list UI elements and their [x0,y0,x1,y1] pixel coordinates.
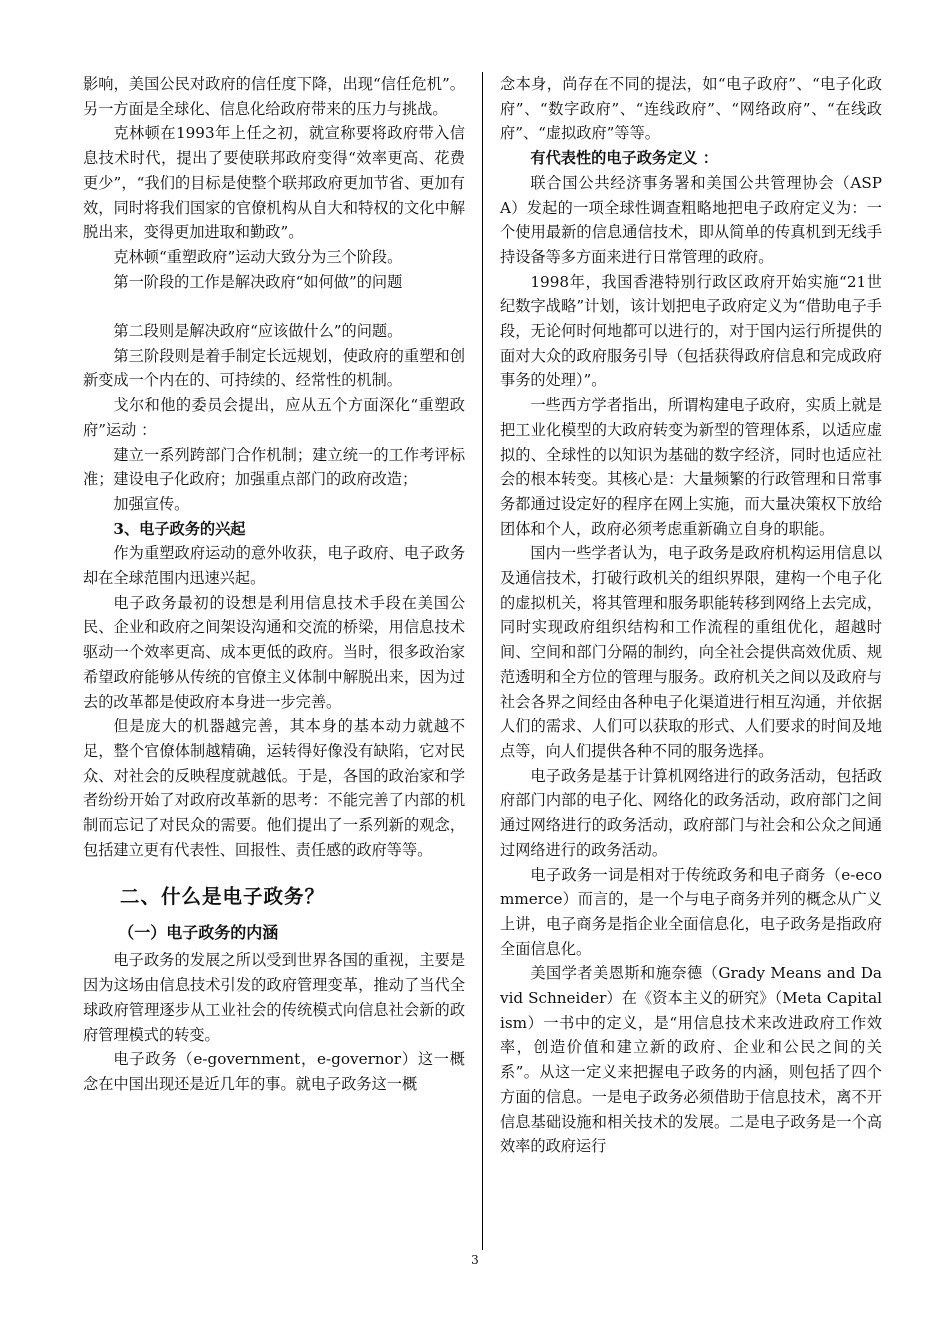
paragraph: 第二段则是解决政府“应该做什么”的问题。 [113,322,403,341]
paragraph: 电子政务的发展之所以受到世界各国的重视，主要是因为这场由信息技术引发的政府管理变革，推动了当代全球政府管理逐步从工业社会的传统模式向信息社会新的政府管理模式的转变。 [83,951,465,1044]
subsection-heading: （一）电子政务的内涵 [118,923,279,943]
paragraph: 但是庞大的机器越完善，其本身的基本动力就越不足，整个官僚体制越精确，运转得好像没有缺陷，它对民众、对社会的反映程度就越低。于是，各国的政治家和学者纷纷开始了对政府改革新的思考：不能完善了内部的机制而忘记了对民众的需要。他们提出了一系列新的观念，包括建立更有代表性、回报性、责任感的政府等等。 [83,717,465,859]
paragraph: 念本身，尚存在不同的提法，如“电子政府”、“电子化政府”、“数字政府”、“连线政府”、“网络政府”、“在线政府”、“虚拟政府”等等。 [500,75,882,143]
paragraph: 第三阶段则是着手制定长远规划，使政府的重塑和创新变成一个内在的、可持续的、经常性的机制。 [83,346,465,390]
section-heading: 有代表性的电子政务定义 ： [530,149,718,168]
paragraph: 克林顿“重塑政府”运动大致分为三个阶段。 [113,247,403,266]
paragraph: 影响，美国公民对政府的信任度下降，出现“信任危机”。另一方面是全球化、信息化给政府带来的压力与挑战。 [83,75,465,118]
left-column [83,72,465,1097]
paragraph: 第一阶段的工作是解决政府“如何做”的问题 [113,272,403,291]
paragraph: 电子政务一词是相对于传统政务和电子商务（e-ecommerce）而言的，是一个与电子商务并列的概念从广义上讲，电子商务是指企业全面信息化，电子政务是指政府全面信息化。 [500,865,882,958]
right-column [500,72,882,1159]
paragraph: 电子政务（e-government，e-governor）这一概念在中国出现还是近几年的事。就电子政务这一概 [83,1050,465,1093]
paragraph: 一些西方学者指出，所谓构建电子政府，实质上就是把工业化模型的大政府转变为新型的管理体系，以适应虚拟的、全球性的以知识为基础的数字经济，同时也适应社会的根本转变。其核心是：大量频繁的行政管理和日常事务都通过设定好的程序在网上实施，而大量决策权下放给团体和个人，政府必须考虑重新确立自身的职能。 [500,396,882,538]
paragraph: 电子政务是基于计算机网络进行的政务活动，包括政府部门内部的电子化、网络化的政务活动，政府部门之间通过网络进行的政务活动，政府部门与社会和公众之间通过网络进行的政务活动。 [500,766,882,859]
paragraph: 加强宣传。 [113,494,190,513]
paragraph: 1998年，我国香港特别行政区政府开始实施“21世纪数字战略”计划，该计划把电子政府定义为“借助电子手段，无论何时何地都可以进行的，对于国内运行所提供的面对大众的政府服务引导（包括获得政府信息和完成政府事务的处理）”。 [500,272,882,390]
paragraph: 美国学者美恩斯和施奈德（Grady Means and David Schneider）在《资本主义的研究》（Meta Capitalism）一书中的定义，是“用信息技术来改进政府工作效率，创造价值和建立新的政府、企业和公民之间的关系”。从这一定义来把握电子政务的内涵，则包括了四个方面的信息。一是电子政务必须借助于信息技术，离不开信息基础设施和相关技术的发展。二是电子政务是一个高效率的政府运行 [500,964,882,1156]
chapter-heading: 二、什么是电子政务？ [120,885,326,909]
page-number: 3 [471,1253,479,1267]
paragraph: 国内一些学者认为，电子政务是政府机构运用信息以及通信技术，打破行政机关的组织界限，建构一个电子化的虚拟机关，将其管理和服务职能转移到网络上去完成，同时实现政府组织结构和工作流程的重组优化，超越时间、空间和部门分隔的制约，向全社会提供高效优质、规范透明和全方位的管理与服务。政府机关之间以及政府与社会各界之间经由各种电子化渠道进行相互沟通，并依据人们的需求、人们可以获取的形式、人们要求的时间及地点等，向人们提供各种不同的服务选择。 [500,544,882,760]
paragraph: 联合国公共经济事务署和美国公共管理协会（ASPA）发起的一项全球性调查粗略地把电子政府定义为：一个使用最新的信息通信技术，即从简单的传真机到无线手持设备等多方面来进行日常管理的政府。 [500,173,882,266]
paragraph: 作为重塑政府运动的意外收获，电子政府、电子政务却在全球范围内迅速兴起。 [83,544,465,588]
paragraph: 电子政务最初的设想是利用信息技术手段在美国公民、企业和政府之间架设沟通和交流的桥梁，用信息技术驱动一个效率更高、成本更低的政府。当时，很多政治家希望政府能够从传统的官僚主义体制中解脱出来，因为过去的改革都是使政府本身进一步完善。 [83,593,465,711]
column-divider [482,72,483,1250]
blank-line [83,294,465,319]
paragraph: 克林顿在1993年上任之初，就宣称要将政府带入信息技术时代，提出了要使联邦政府变得“效率更高、花费更少”，“我们的目标是使整个联邦政府更加节省、更加有效，同时将我们国家的官僚机构从自大和特权的文化中解脱出来，变得更加进取和勤政”。 [83,124,465,242]
section-heading: 3、电子政务的兴起 [113,519,246,538]
paragraph: 戈尔和他的委员会提出，应从五个方面深化“重塑政府”运动 ： [83,396,465,439]
paragraph: 建立一系列跨部门合作机制；建立统一的工作考评标准；建设电子化政府；加强重点部门的政府改造； [83,445,465,489]
